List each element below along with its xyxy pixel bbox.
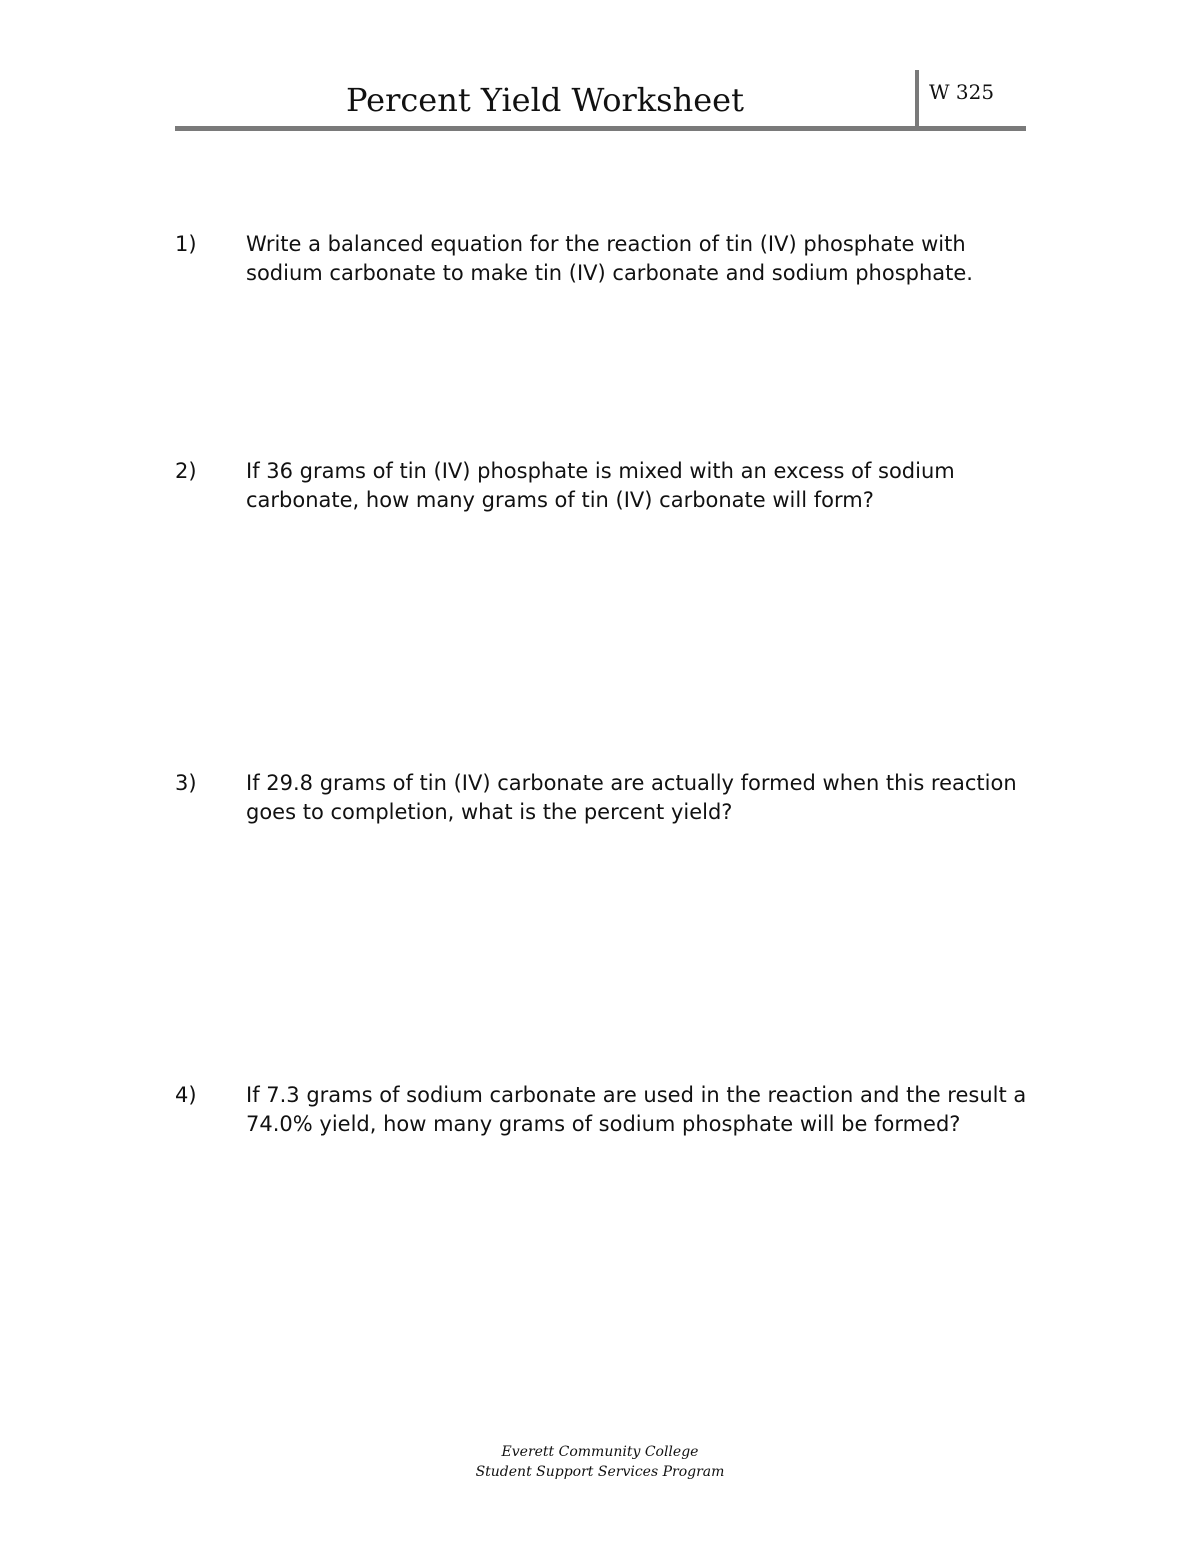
question-text: If 29.8 grams of tin (IV) carbonate are actually formed when this reaction goes to completion, what is the percent yield?	[246, 771, 1017, 824]
header-rule	[175, 126, 1026, 131]
question-number: 2)	[175, 459, 197, 483]
question-number: 4)	[175, 1083, 197, 1107]
header-divider	[915, 70, 919, 128]
worksheet-header	[175, 70, 1026, 132]
worksheet-code: W 325	[929, 80, 995, 104]
question-text: If 36 grams of tin (IV) phosphate is mixed with an excess of sodium carbonate, how many grams of tin (IV) carbonate will form?	[246, 459, 955, 512]
question-number: 1)	[175, 232, 197, 256]
question-text: Write a balanced equation for the reaction of tin (IV) phosphate with sodium carbonate to make tin (IV) carbonate and sodium phosphate.	[246, 232, 973, 285]
footer-program-name: Student Support Services Program	[475, 1464, 725, 1480]
page-title: Percent Yield Worksheet	[346, 81, 744, 119]
question-number: 3)	[175, 771, 197, 795]
footer-college-name: Everett Community College	[501, 1444, 699, 1460]
page-footer	[0, 1442, 1200, 1482]
question-text: If 7.3 grams of sodium carbonate are used in the reaction and the result a 74.0% yield, how many grams of sodium phosphate will be formed?	[246, 1083, 1027, 1136]
